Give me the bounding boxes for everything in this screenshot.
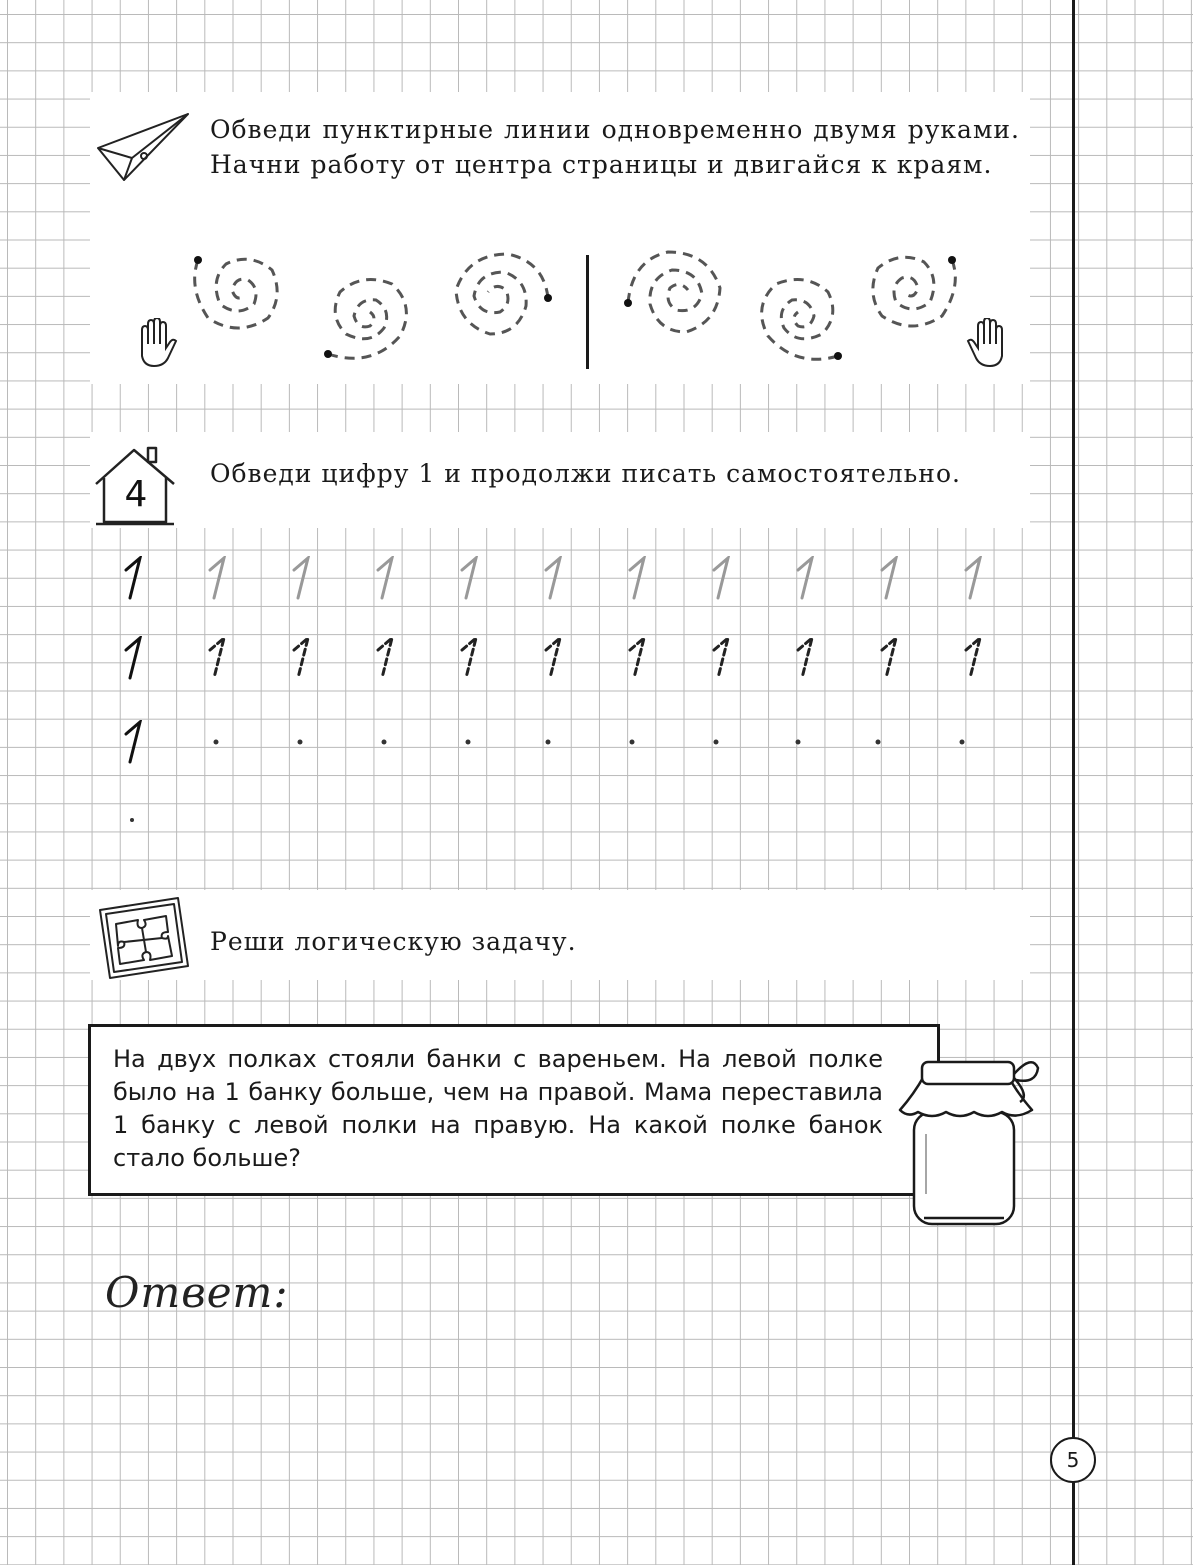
task1-instruction: Обведи пунктирные линии одновременно двумя руками. Начни работу от центра страницы и двигайся к краям.: [210, 115, 1020, 179]
digit-one: [294, 558, 308, 598]
digit-one: [798, 558, 812, 598]
digit-one: [378, 558, 392, 598]
guide-dot: [382, 740, 387, 745]
house-number-icon: [94, 444, 176, 526]
digit-one: [630, 558, 644, 598]
margin-line: [1072, 0, 1075, 1565]
digit-one: [714, 558, 728, 598]
dashed-spiral: [322, 272, 414, 364]
guide-dot: [796, 740, 801, 745]
paper-plane-icon: [96, 110, 192, 184]
digit-row-3: [118, 720, 998, 768]
guide-dot: [960, 740, 965, 745]
digit-one: [210, 558, 224, 598]
guide-dot: [546, 740, 551, 745]
digit-one: [546, 638, 560, 678]
digit-one: [630, 638, 644, 678]
task-number: 4: [124, 474, 148, 515]
puzzle-icon: [96, 896, 192, 980]
guide-dot: [466, 740, 471, 745]
digit-one: [294, 638, 308, 678]
center-divider: [586, 255, 589, 369]
answer-label: Ответ:: [105, 1268, 289, 1317]
dashed-spiral: [448, 250, 558, 340]
guide-dot: [714, 740, 719, 745]
task4-instruction: Обведи цифру 1 и продолжи писать самостоятельно.: [210, 459, 961, 488]
task-logic-instruction: Реши логическую задачу.: [210, 927, 577, 956]
digit-one: [798, 638, 812, 678]
digit-row-1: [118, 556, 998, 604]
digit-one: [966, 558, 980, 598]
digit-one: [126, 558, 140, 598]
digit-row-2: [118, 636, 998, 684]
digit-one: [126, 638, 140, 678]
jam-jar-icon: [892, 1054, 1042, 1230]
digit-one: [882, 638, 896, 678]
digit-one: [882, 558, 896, 598]
left-hand-icon: [134, 318, 178, 368]
guide-dot: [130, 818, 134, 822]
problem-text: На двух полках стояли банки с вареньем. На левой полке было на 1 банку больше, чем на правой. Мама переставила 1 банку с левой полки на правую. На какой полке банок стало больше?: [113, 1045, 883, 1172]
digit-one: [378, 638, 392, 678]
right-hand-icon: [966, 318, 1010, 368]
dashed-spiral: [618, 248, 728, 338]
digit-one: [126, 722, 140, 762]
digit-one: [966, 638, 980, 678]
digit-one: [714, 638, 728, 678]
dashed-spiral: [754, 272, 846, 364]
guide-dot: [876, 740, 881, 745]
guide-dot: [630, 740, 635, 745]
dashed-spiral: [862, 246, 962, 336]
digit-one: [210, 638, 224, 678]
digit-one: [462, 638, 476, 678]
digit-one: [546, 558, 560, 598]
guide-dot: [214, 740, 219, 745]
dashed-spiral: [188, 248, 288, 338]
page-number: 5: [1050, 1437, 1096, 1483]
digit-one: [462, 558, 476, 598]
problem-box: [88, 1024, 940, 1196]
guide-dot: [298, 740, 303, 745]
